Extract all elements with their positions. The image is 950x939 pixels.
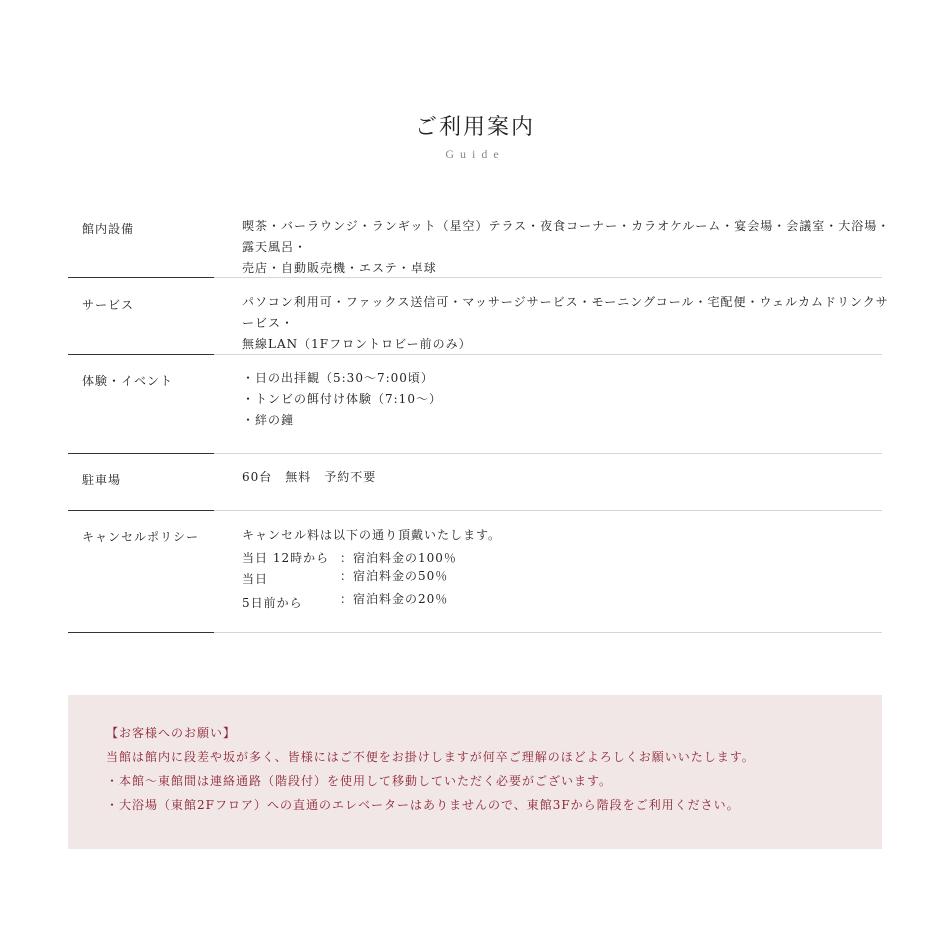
content-line: パソコン利用可・ファックス送信可・マッサージサービス・モーニングコール・宅配便・ウェルカムドリンクサービス・ [242, 295, 889, 330]
row-label: キャンセルポリシー [82, 530, 200, 544]
cancel-intro: キャンセル料は以下の通り頂戴いたします。 [242, 528, 502, 542]
row-label: 駐車場 [82, 473, 122, 487]
notice-line: 当館は館内に段差や坂が多く、皆様にはご不便をお掛けしますが何卒ご理解のほどよろしくお願いいたします。 [106, 750, 755, 764]
content-line: 売店・自動販売機・エステ・卓球 [242, 261, 437, 275]
divider-accent [68, 510, 214, 511]
divider-accent [68, 354, 214, 355]
notice-heading: 【お客様へのお願い】 [106, 726, 237, 740]
row-content [242, 467, 892, 488]
row-content [242, 216, 892, 279]
cancel-when: 当日 12時から [242, 551, 330, 565]
guest-notice-box [68, 695, 882, 849]
cancel-fee: ：宿泊料金の100％ [340, 551, 457, 565]
content-line: ・トンビの餌付け体験（7:10〜） [242, 392, 442, 406]
row-content [242, 292, 892, 355]
page-title: ご利用案内 [414, 115, 535, 140]
row-content [242, 368, 892, 431]
cancel-fee: ：宿泊料金の20％ [340, 592, 449, 606]
notice-line: ・大浴場（東館2Fフロア）への直通のエレベーターはありませんので、東館3Fから階段をご利用ください。 [106, 798, 740, 812]
cancel-fee: ：宿泊料金の50％ [340, 569, 449, 583]
content-line: 無線LAN（1Fフロントロビー前のみ） [242, 337, 472, 351]
content-line: 喫茶・バーラウンジ・ランギット（星空）テラス・夜食コーナー・カラオケルーム・宴会場・会議室・大浴場・露天風呂・ [242, 219, 891, 254]
divider-accent [68, 453, 214, 454]
divider-accent [68, 277, 214, 278]
notice-line: ・本館〜東館間は連絡通路（階段付）を使用して移動していただく必要がございます。 [106, 774, 613, 788]
content-line: ・絆の鐘 [242, 413, 295, 427]
row-label: 館内設備 [82, 222, 135, 236]
cancel-when: 当日 [242, 572, 269, 586]
divider-accent [68, 632, 214, 633]
content-line: ・日の出拝観（5:30〜7:00頃） [242, 371, 434, 385]
cancel-when: 5日前から [242, 596, 303, 610]
row-label: 体験・イベント [82, 374, 174, 388]
content-line: 60台 無料 予約不要 [242, 470, 377, 484]
page-subtitle: Guide [445, 147, 505, 161]
row-label: サービス [82, 298, 135, 312]
